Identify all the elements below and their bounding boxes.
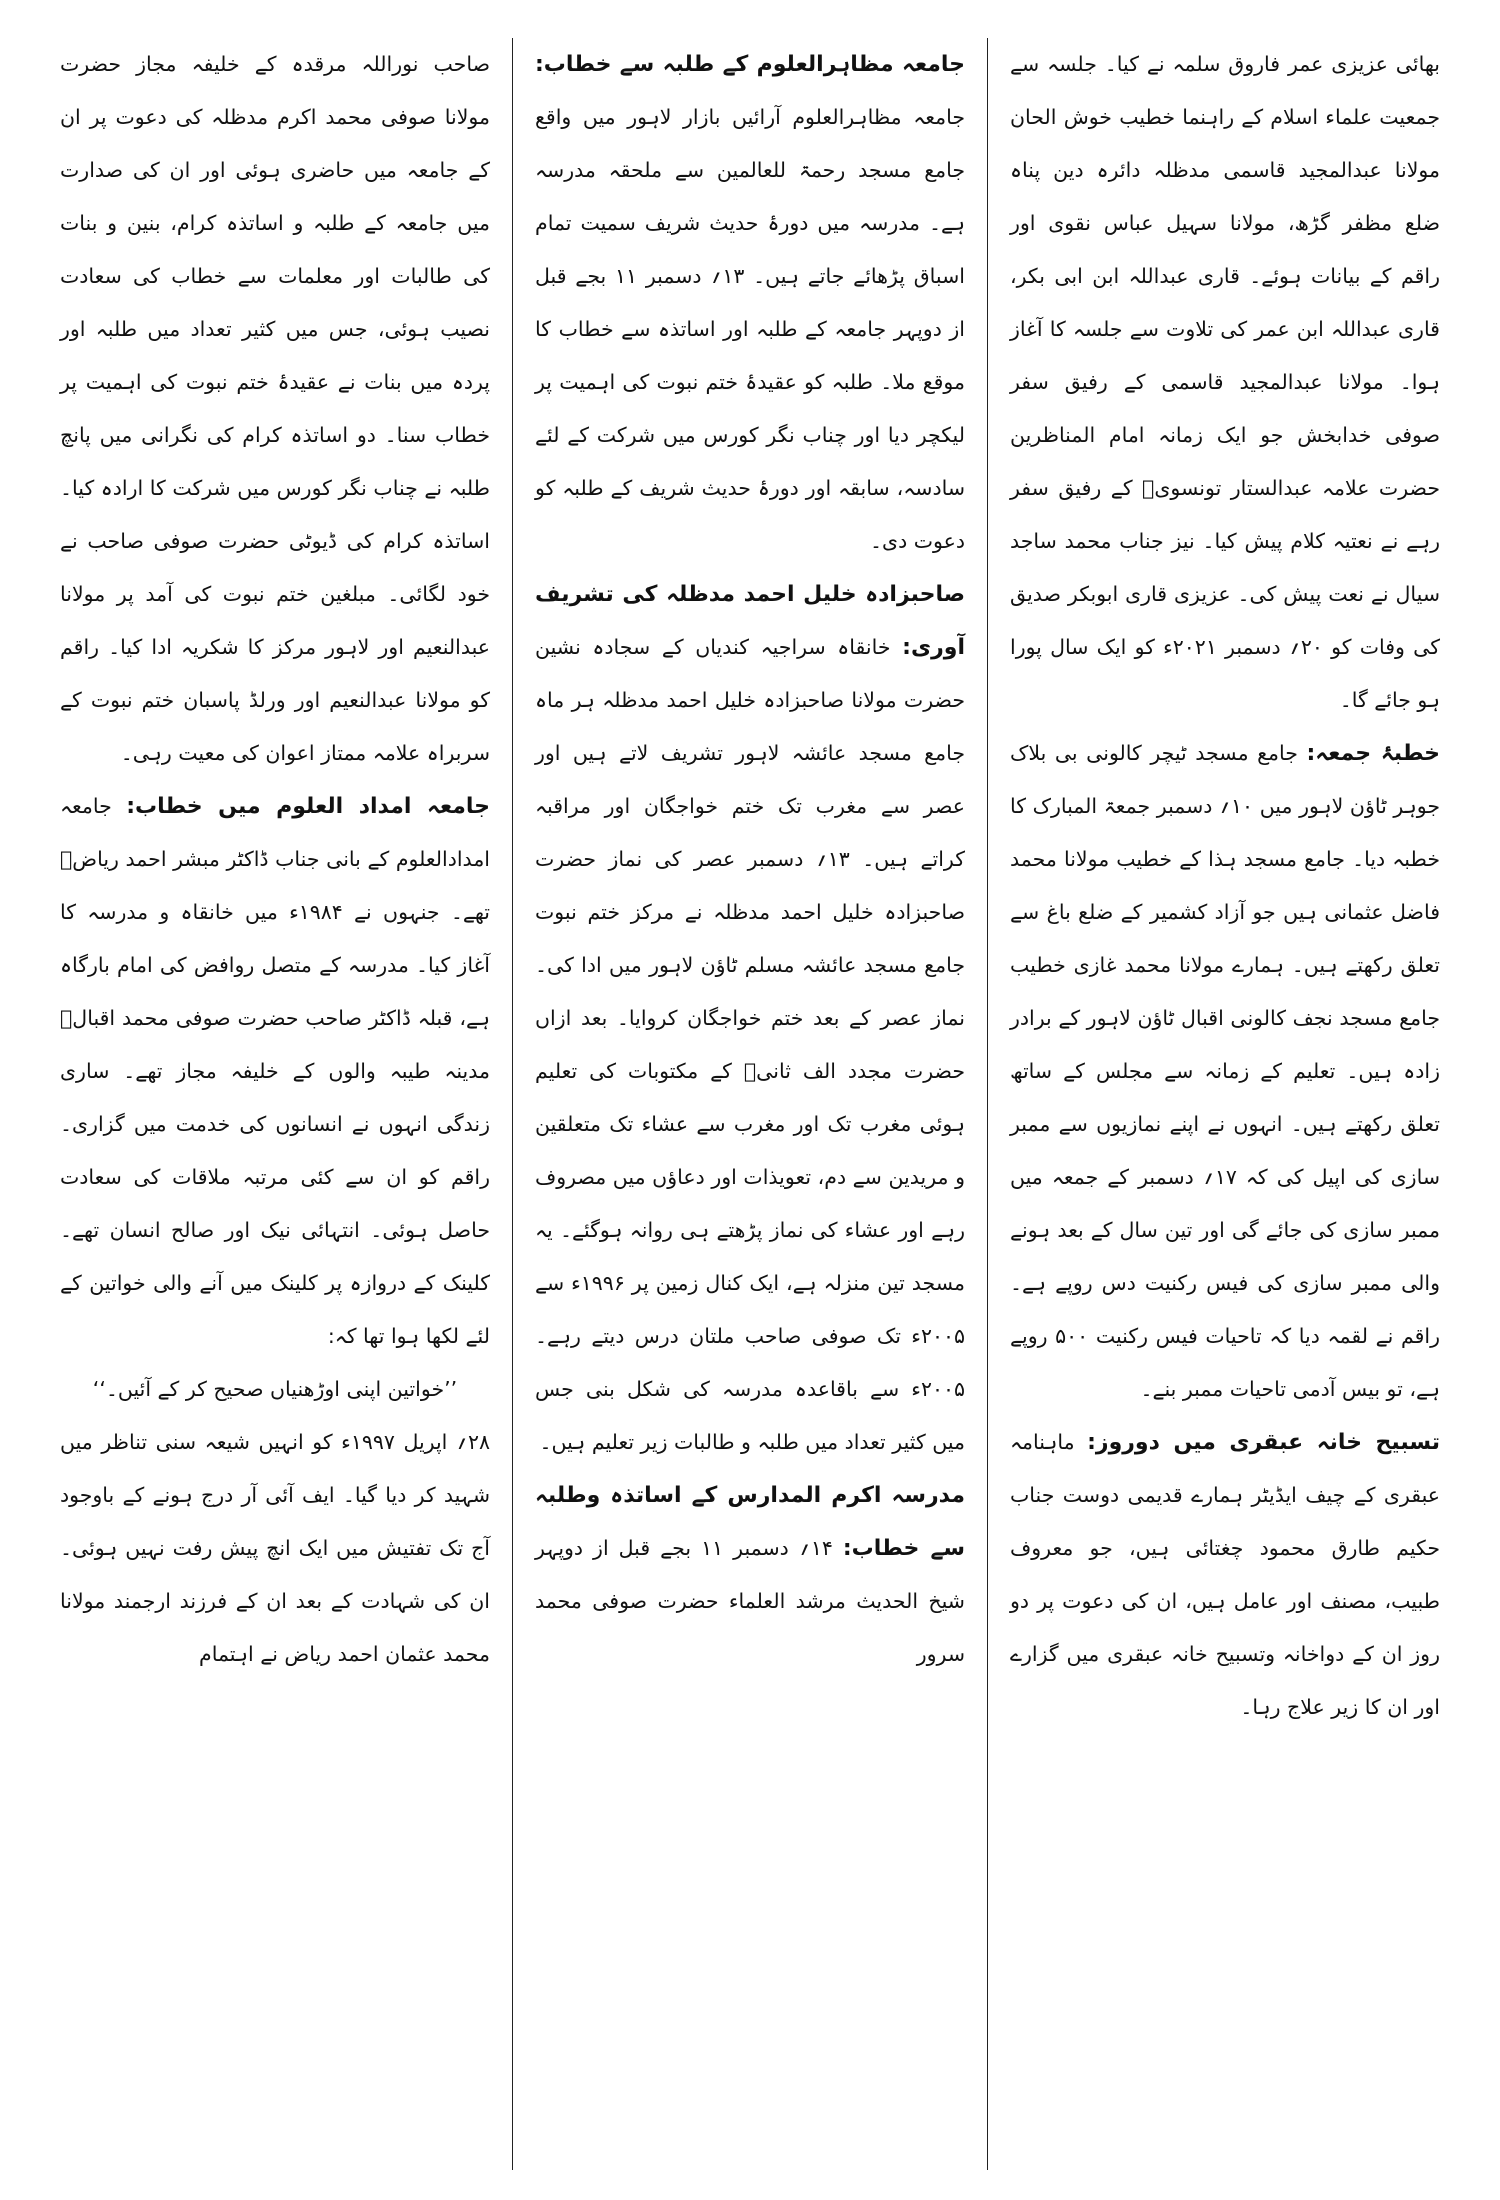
- section-heading: صاحبزادہ خلیل احمد مدظلہ کی تشریف آوری:: [535, 582, 965, 660]
- paragraph-text: خانقاہ سراجیہ کندیاں کے سجادہ نشین حضرت مولانا صاحبزادہ خلیل احمد مدظلہ ہر ماہ جامع مسجد عائشہ لاہور تشریف لاتے ہیں اور عصر سے مغرب تک ختم خواجگان اور مراقبہ کراتے ہیں۔ ۱۳؍ دسمبر عصر کی نماز حضرت صاحبزادہ خلیل احمد مدظلہ نے مرکز ختم نبوت جامع مسجد عائشہ مسلم ٹاؤن لاہور میں ادا کی۔ نماز عصر کے بعد ختم خواجگان کروایا۔ بعد ازاں حضرت مجدد الف ثانیؒ کے مکتوبات کی تعلیم ہوئی مغرب تک اور مغرب سے عشاء تک متعلقین و مریدین سے دم، تعویذات اور دعاؤں میں مصروف رہے اور عشاء کی نماز پڑھتے ہی روانہ ہوگئے۔ یہ مسجد تین منزلہ ہے، ایک کنال زمین پر ۱۹۹۶ء سے ۲۰۰۵ء تک صوفی صاحب ملتان درس دیتے رہے۔ ۲۰۰۵ء سے باقاعدہ مدرسہ کی شکل بنی جس میں کثیر تعداد میں طلبہ و طالبات زیر تعلیم ہیں۔: [535, 635, 965, 1454]
- section-heading: جامعہ امداد العلوم میں خطاب:: [126, 794, 490, 819]
- column-divider: [512, 38, 513, 2170]
- paragraph: [1010, 1416, 1440, 1734]
- column-middle: [513, 38, 987, 2170]
- paragraph-text: ماہنامہ عبقری کے چیف ایڈیٹر ہمارے قدیمی دوست جناب حکیم طارق محمود چغتائی ہیں، جو معروف طبیب، مصنف اور عامل ہیں، ان کی دعوت پر دو روز ان کے دواخانہ وتسبیح خانہ عبقری میں گزارے اور ان کا زیر علاج رہا۔: [1010, 1430, 1440, 1719]
- section-heading: تسبیح خانہ عبقری میں دوروز:: [1087, 1430, 1440, 1455]
- paragraph-text: جامع مسجد ٹیچر کالونی بی بلاک جوہر ٹاؤن لاہور میں ۱۰؍ دسمبر جمعۃ المبارک کا خطبہ دیا۔ جامع مسجد ہذا کے خطیب مولانا محمد فاضل عثمانی ہیں جو آزاد کشمیر کے ضلع باغ سے تعلق رکھتے ہیں۔ ہمارے مولانا محمد غازی خطیب جامع مسجد نجف کالونی اقبال ٹاؤن لاہور کے برادر زادہ ہیں۔ تعلیم کے زمانہ سے مجلس کے ساتھ تعلق رکھتے ہیں۔ انہوں نے اپنے نمازیوں سے ممبر سازی کی اپیل کی کہ ۱۷؍ دسمبر کے جمعہ میں ممبر سازی کی جائے گی اور تین سال کے بعد ہونے والی ممبر سازی کی فیس رکنیت دس روپے ہے۔ راقم نے لقمہ دیا کہ تاحیات فیس رکنیت ۵۰۰ روپے ہے، تو بیس آدمی تاحیات ممبر بنے۔: [1010, 741, 1440, 1401]
- section-heading: خطبۂ جمعہ:: [1306, 741, 1441, 766]
- column-right: [988, 38, 1462, 2170]
- paragraph: [535, 38, 965, 568]
- section-heading: جامعہ مظاہرالعلوم کے طلبہ سے خطاب:: [535, 52, 965, 77]
- paragraph-text: جامعہ امدادالعلوم کے بانی جناب ڈاکٹر مبشر احمد ریاضؒ تھے۔ جنہوں نے ۱۹۸۴ء میں خانقاہ و مدرسہ کا آغاز کیا۔ مدرسہ کے متصل روافض کی امام بارگاہ ہے، قبلہ ڈاکٹر صاحب حضرت صوفی محمد اقبالؒ مدینہ طیبہ والوں کے خلیفہ مجاز تھے۔ ساری زندگی انہوں نے انسانوں کی خدمت میں گزاری۔ راقم کو ان سے کئی مرتبہ ملاقات کی سعادت حاصل ہوئی۔ انتہائی نیک اور صالح انسان تھے۔ کلینک کے دروازہ پر کلینک میں آنے والی خواتین کے لئے لکھا ہوا تھا کہ:: [60, 794, 490, 1348]
- section-heading: مدرسہ اکرم المدارس کے اساتذہ وطلبہ سے خطاب:: [535, 1483, 965, 1561]
- paragraph: صاحب نوراللہ مرقدہ کے خلیفہ مجاز حضرت مولانا صوفی محمد اکرم مدظلہ کی دعوت پر ان کے جامعہ میں حاضری ہوئی اور ان کی صدارت میں جامعہ کے طلبہ و اساتذہ کرام، بنین و بنات کی طالبات اور معلمات سے خطاب کی سعادت نصیب ہوئی، جس میں کثیر تعداد میں طلبہ اور پردہ میں بنات نے عقیدۂ ختم نبوت کی اہمیت پر خطاب سنا۔ دو اساتذہ کرام کی نگرانی میں پانچ طلبہ نے چناب نگر کورس میں شرکت کا ارادہ کیا۔ اساتذہ کرام کی ڈیوٹی حضرت صوفی صاحب نے خود لگائی۔ مبلغین ختم نبوت کی آمد پر مولانا عبدالنعیم اور لاہور مرکز کا شکریہ ادا کیا۔ راقم کو مولانا عبدالنعیم اور ورلڈ پاسبان ختم نبوت کے سربراہ علامہ ممتاز اعوان کی معیت رہی۔: [60, 52, 490, 765]
- paragraph: بھائی عزیزی عمر فاروق سلمہ نے کیا۔ جلسہ سے جمعیت علماء اسلام کے راہنما خطیب خوش الحان مولانا عبدالمجید قاسمی مدظلہ دائرہ دین پناہ ضلع مظفر گڑھ، مولانا سہیل عباس نقوی اور راقم کے بیانات ہوئے۔ قاری عبداللہ ابن ابی بکر، قاری عبداللہ ابن عمر کی تلاوت سے جلسہ کا آغاز ہوا۔ مولانا عبدالمجید قاسمی کے رفیق سفر صوفی خدابخش جو ایک زمانہ امام المناظرین حضرت علامہ عبدالستار تونسویؒ کے رفیق سفر رہے نے نعتیہ کلام پیش کیا۔ نیز جناب محمد ساجد سیال نے نعت پیش کی۔ عزیزی قاری ابوبکر صدیق کی وفات کو ۲۰؍ دسمبر ۲۰۲۱ء کو ایک سال پورا ہو جائے گا۔: [1010, 52, 1440, 712]
- paragraph-text: ۱۴؍ دسمبر ۱۱ بجے قبل از دوپہر شیخ الحدیث مرشد العلماء حضرت صوفی محمد سرور: [535, 1536, 965, 1666]
- column-divider: [987, 38, 988, 2170]
- paragraph: [535, 568, 965, 1469]
- paragraph: [535, 1469, 965, 1681]
- column-left: [38, 38, 512, 2170]
- paragraph: [60, 780, 490, 1363]
- paragraph-text: جامعہ مظاہرالعلوم آرائیں بازار لاہور میں واقع جامع مسجد رحمۃ للعالمین سے ملحقہ مدرسہ ہے۔ مدرسہ میں دورۂ حدیث شریف سمیت تمام اسباق پڑھائے جاتے ہیں۔ ۱۳؍ دسمبر ۱۱ بجے قبل از دوپہر جامعہ کے طلبہ اور اساتذہ سے خطاب کا موقع ملا۔ طلبہ کو عقیدۂ ختم نبوت کی اہمیت پر لیکچر دیا اور چناب نگر کورس میں شرکت کے لئے سادسہ، سابقہ اور دورۂ حدیث شریف کے طلبہ کو دعوت دی۔: [535, 105, 965, 553]
- quote: ’’خواتین اپنی اوڑھنیاں صحیح کر کے آئیں۔‘‘: [92, 1377, 458, 1401]
- paragraph: ۲۸؍ اپریل ۱۹۹۷ء کو انہیں شیعہ سنی تناظر میں شہید کر دیا گیا۔ ایف آئی آر درج ہونے کے باوجود آج تک تفتیش میں ایک انچ پیش رفت نہیں ہوئی۔ ان کی شہادت کے بعد ان کے فرزند ارجمند مولانا محمد عثمان احمد ریاض نے اہتمام: [60, 1430, 490, 1666]
- paragraph: [1010, 727, 1440, 1416]
